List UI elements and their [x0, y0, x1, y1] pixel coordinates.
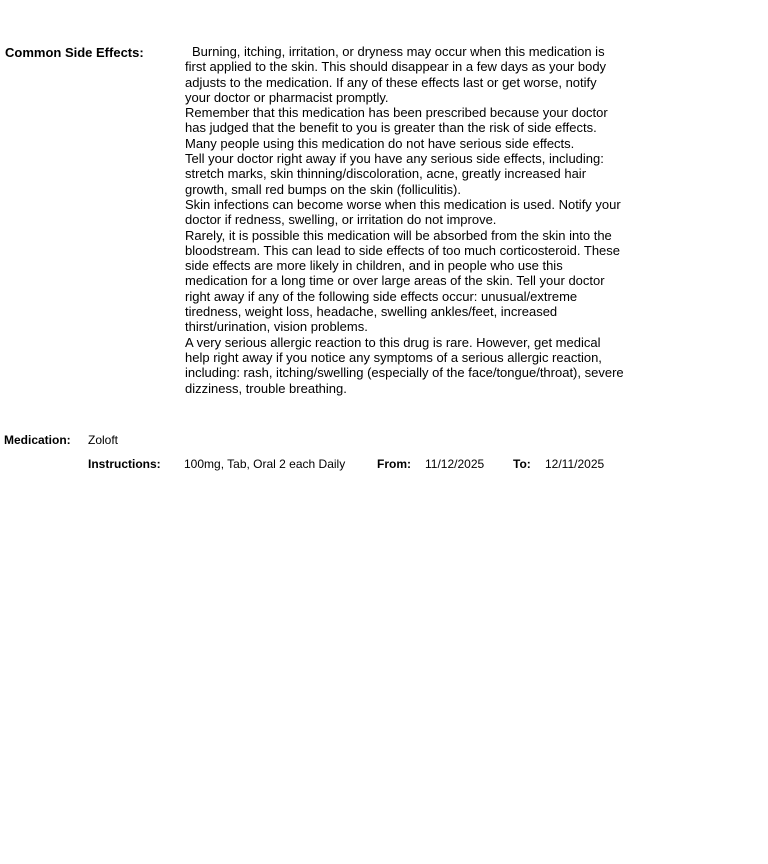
- side-effects-paragraph: A very serious allergic reaction to this drug is rare. However, get medical help right away if you notice any symptoms of a serious allergic reaction, including: rash, itching/swelling (especially of the face/tongue/throat), severe dizziness, trouble breathing.: [185, 334, 624, 396]
- side-effects-body: [185, 44, 625, 396]
- instructions-label: Instructions:: [88, 457, 161, 471]
- side-effects-paragraph: Remember that this medication has been prescribed because your doctor has judged that the benefit to you is greater than the risk of side effects. Many people using this medication do not have serious side effects.: [185, 105, 608, 151]
- from-date: 11/12/2025: [425, 457, 485, 471]
- side-effects-paragraph: Tell your doctor right away if you have any serious side effects, including: stretch marks, skin thinning/discoloration, acne, greatly increased hair growth, small red bumps on the skin (folliculitis).: [185, 151, 604, 197]
- side-effects-paragraph: Burning, itching, irritation, or dryness may occur when this medication is first applied to the skin. This should disappear in a few days as your body adjusts to the medication. If any of these effects last or get worse, notify your doctor or pharmacist promptly.: [185, 44, 607, 105]
- side-effects-label: Common Side Effects:: [5, 45, 144, 60]
- instructions-value: 100mg, Tab, Oral 2 each Daily: [184, 457, 346, 471]
- to-label: To:: [513, 457, 531, 471]
- medication-name: Zoloft: [88, 433, 119, 447]
- from-label: From:: [377, 457, 411, 471]
- side-effects-paragraph: Skin infections can become worse when this medication is used. Notify your doctor if redness, swelling, or irritation do not improve.: [185, 196, 621, 228]
- side-effects-paragraph: Rarely, it is possible this medication will be absorbed from the skin into the bloodstream. This can lead to side effects of too much corticosteroid. These side effects are more likely in children, and in people who use this medication for a long time or over large areas of the skin. Tell your doctor right away if any of the following side effects occur: unusual/extreme tiredness, weight loss, headache, swelling ankles/feet, increased thirst/urination, vision problems.: [185, 227, 621, 335]
- medication-label: Medication:: [4, 433, 71, 447]
- to-date: 12/11/2025: [545, 457, 605, 471]
